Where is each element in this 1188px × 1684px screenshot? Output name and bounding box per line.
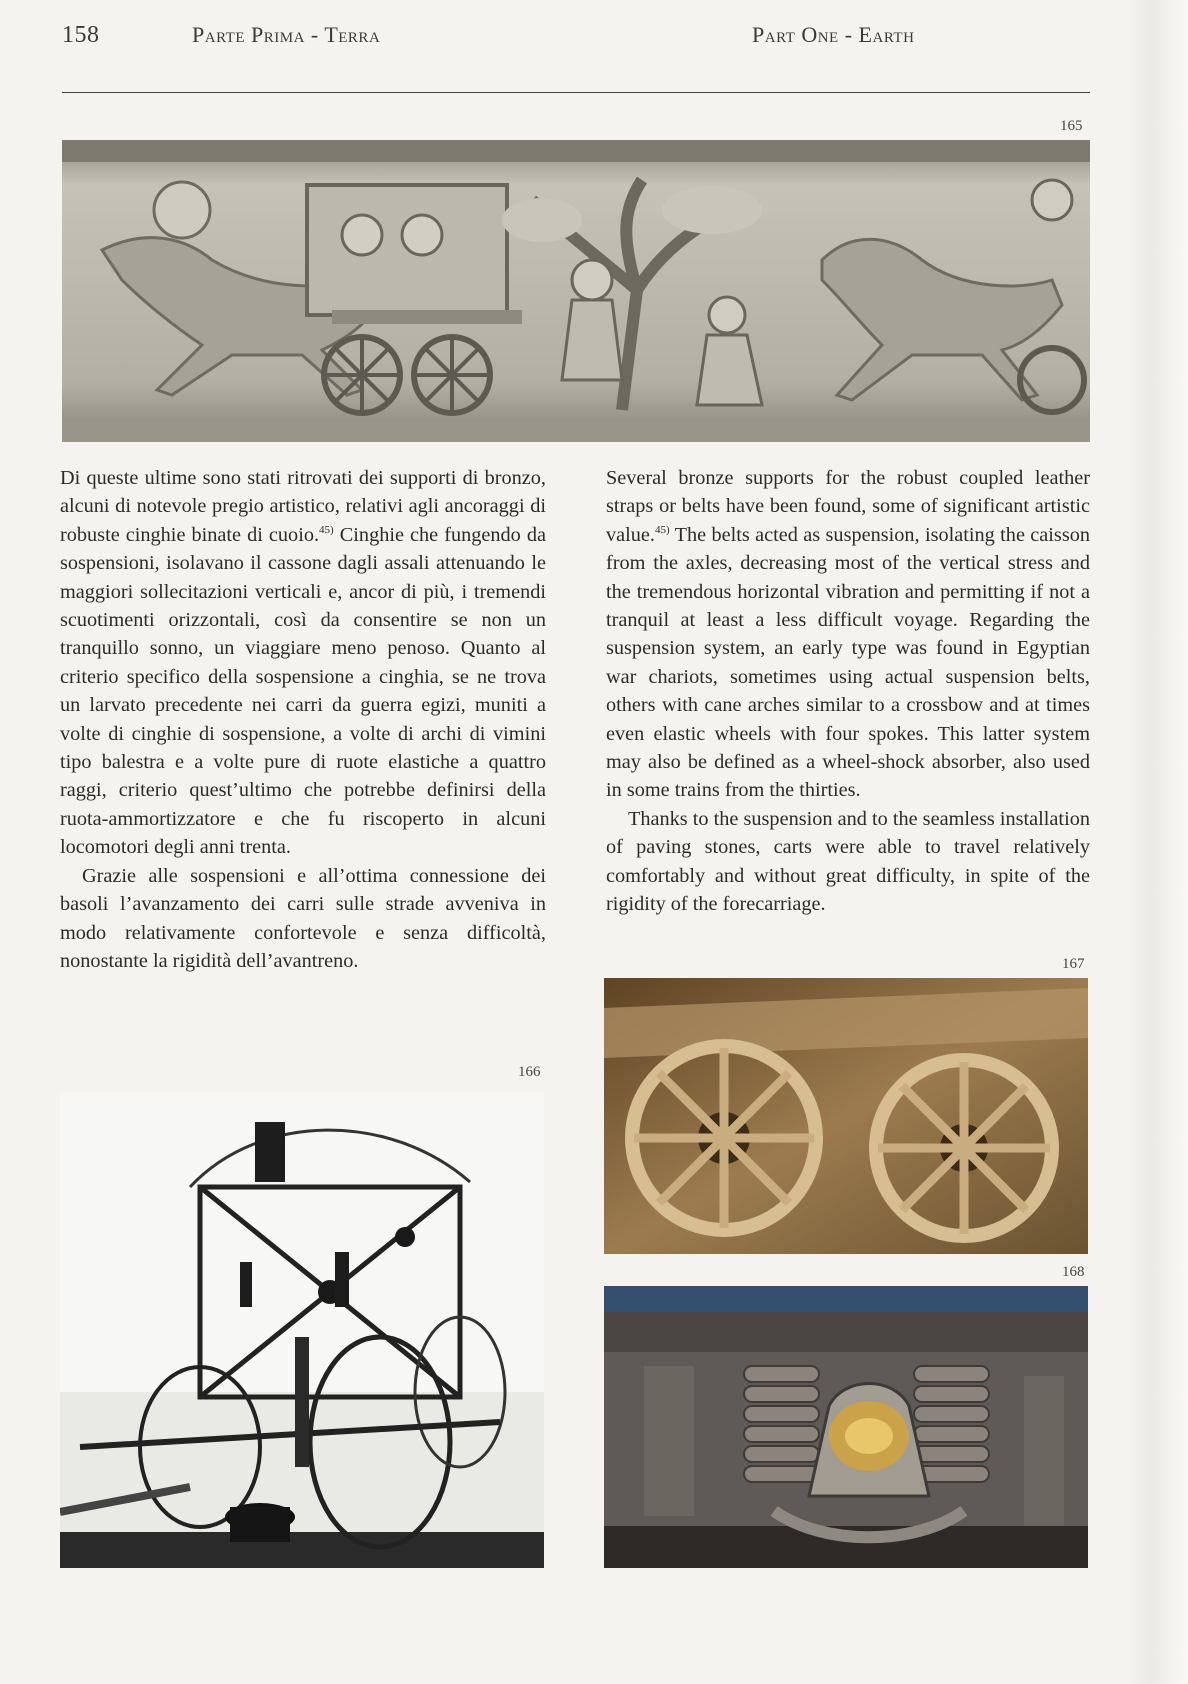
figure-number-167: 167 [1062,956,1085,972]
italian-text-column [60,464,546,975]
figure-165-relief-photo [62,140,1090,442]
italian-p1-start: Di queste ultime sono stati ritrovati dei supporti di bronzo, alcuni di notevole pregio artistico, relativi agli ancoraggi di robuste cinghie binate di cuoio. [60,467,546,546]
english-text-column [606,464,1090,919]
running-head-english: Part One - Earth [752,22,915,47]
figure-166-chariot-photo [60,1092,544,1568]
page-number: 158 [62,22,100,48]
italian-p1-rest: Cinghie che fungendo da sospensioni, isolavano il cassone dagli assali attenuando le maggiori sollecitazioni verticali e, ancor di più, i tremendi scuotimenti orizzontali, così da consentire se non un tranquillo sonno, un viaggiare meno penoso. Quanto al criterio specifico della sospensione a cinghia, se ne trova un larvato precedente nei carri da guerra egizi, muniti a volte di cinghie di sospensione, a volte di archi di vimini tipo balestra e a volte pure di ruote elastiche a quattro raggi, criterio quest’ultimo che potrebbe definirsi della ruota-ammortizzatore e che fu riscoperto in alcuni locomotori degli anni trenta. [60,523,547,859]
figure-167-wheels-photo [604,978,1088,1254]
english-paragraph-2: Thanks to the suspension and to the seamless installation of paving stones, carts were able to travel relatively comfortably and without great difficulty, in spite of the rigidity of the forecarriage. [606,807,1090,916]
figure-168-train-photo [604,1286,1088,1568]
figure-number-165: 165 [1060,118,1083,134]
page-edge-shadow [1128,0,1188,1684]
english-p1-start: Several bronze supports for the robust coupled leather straps or belts have been found, some of significant artistic value. [606,467,1090,546]
footnote-ref-45-it: 45) [319,523,334,536]
italian-paragraph-2: Grazie alle sospensioni e all’ottima connessione dei basoli l’avanzamento dei carri sulle strade avveniva in modo relativamente confortevole e senza difficoltà, nonostante la rigidità dell’avantreno. [60,864,546,972]
figure-number-168: 168 [1062,1264,1085,1280]
english-paragraph-1 [606,464,1090,805]
figure-number-166: 166 [518,1064,541,1080]
italian-paragraph-1 [60,464,546,862]
footnote-ref-45-en: 45) [655,523,670,536]
running-head-italian: Parte Prima - Terra [192,22,381,47]
english-p1-rest: The belts acted as suspension, isolating the caisson from the axles, decreasing most of the vertical stress and the tremendous horizontal vibration and permitting if not a tranquil at least a less difficult voyage. Regarding the suspension system, an early type was found in Egyptian war chariots, sometimes using actual suspension belts, others with cane arches similar to a crossbow and at times even elastic wheels with four spokes. This latter system may also be defined as a wheel-shock absorber, also used in some trains from the thirties. [606,523,1090,802]
header-rule [62,92,1090,93]
